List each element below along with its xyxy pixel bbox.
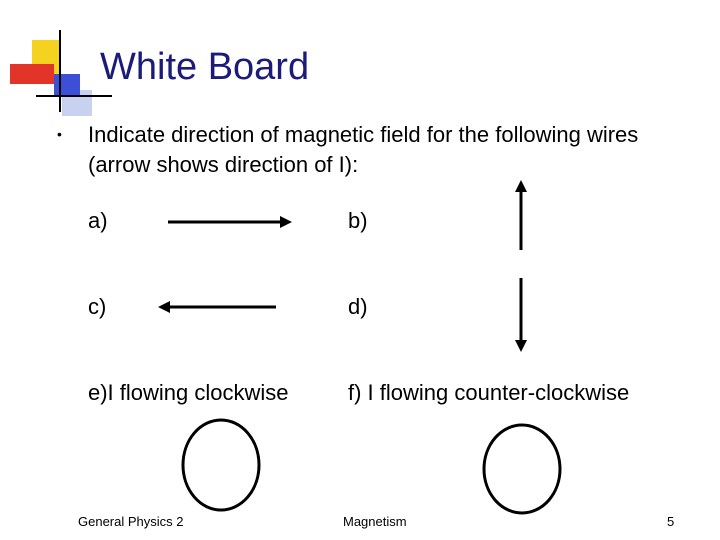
footer-page-number: 5	[667, 514, 675, 529]
label-d: d)	[348, 294, 368, 319]
wire-arrow-left-icon	[158, 301, 276, 313]
instruction-text: Indicate direction of magnetic field for the following wires (arrow shows direction of I):	[88, 122, 639, 177]
label-c: c)	[88, 294, 107, 319]
current-loop-f-icon	[484, 425, 560, 513]
bullet-marker: •	[57, 126, 62, 142]
label-f: f) I flowing counter-clockwise	[348, 380, 630, 405]
wire-arrow-right-icon	[168, 216, 292, 228]
footer-course: General Physics 2	[78, 514, 184, 529]
wire-arrow-up-icon	[515, 180, 527, 250]
label-b: b)	[348, 208, 368, 233]
footer-topic: Magnetism	[343, 514, 407, 529]
slide-title: White Board	[100, 46, 310, 88]
wire-arrow-down-icon	[515, 278, 527, 352]
label-a: a)	[88, 208, 108, 233]
current-loop-e-icon	[183, 420, 259, 510]
label-e: e)I flowing clockwise	[88, 380, 289, 405]
